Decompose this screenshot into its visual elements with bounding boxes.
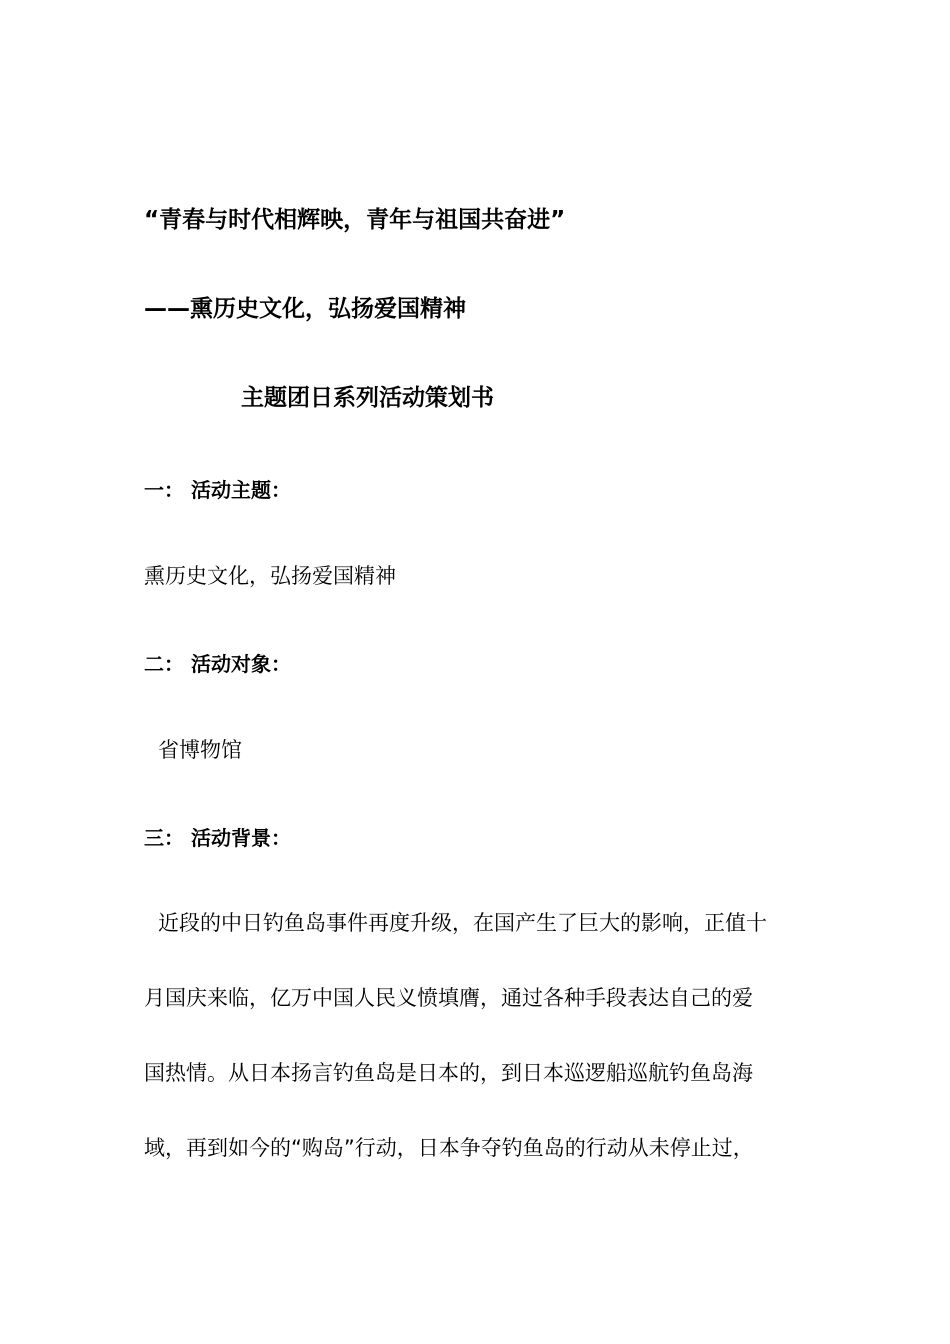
paragraph-line: 域，再到如今的“购岛”行动，日本争夺钓鱼岛的行动从未停止过，	[144, 1136, 754, 1160]
paragraph-line: 月国庆来临，亿万中国人民义愤填膺，通过各种手段表达自己的爱	[144, 986, 753, 1010]
section-2-heading: 二： 活动对象：	[144, 652, 291, 676]
section-3-heading: 三： 活动背景：	[144, 826, 291, 850]
title-line-2: ——熏历史文化，弘扬爱国精神	[144, 296, 466, 322]
section-1-heading: 一： 活动主题：	[144, 478, 291, 502]
paragraph-line: 国热情。从日本扬言钓鱼岛是日本的，到日本巡逻船巡航钓鱼岛海	[144, 1061, 753, 1085]
section-1-content: 熏历史文化，弘扬爱国精神	[144, 564, 396, 588]
section-3-paragraph	[144, 886, 814, 1186]
section-2-content: 省博物馆	[158, 738, 242, 762]
title-line-1: “青春与时代相辉映，青年与祖国共奋进”	[144, 207, 566, 233]
title-line-3: 主题团日系列活动策划书	[241, 385, 494, 411]
paragraph-line: 近段的中日钓鱼岛事件再度升级，在国产生了巨大的影响，正值十	[158, 911, 767, 935]
